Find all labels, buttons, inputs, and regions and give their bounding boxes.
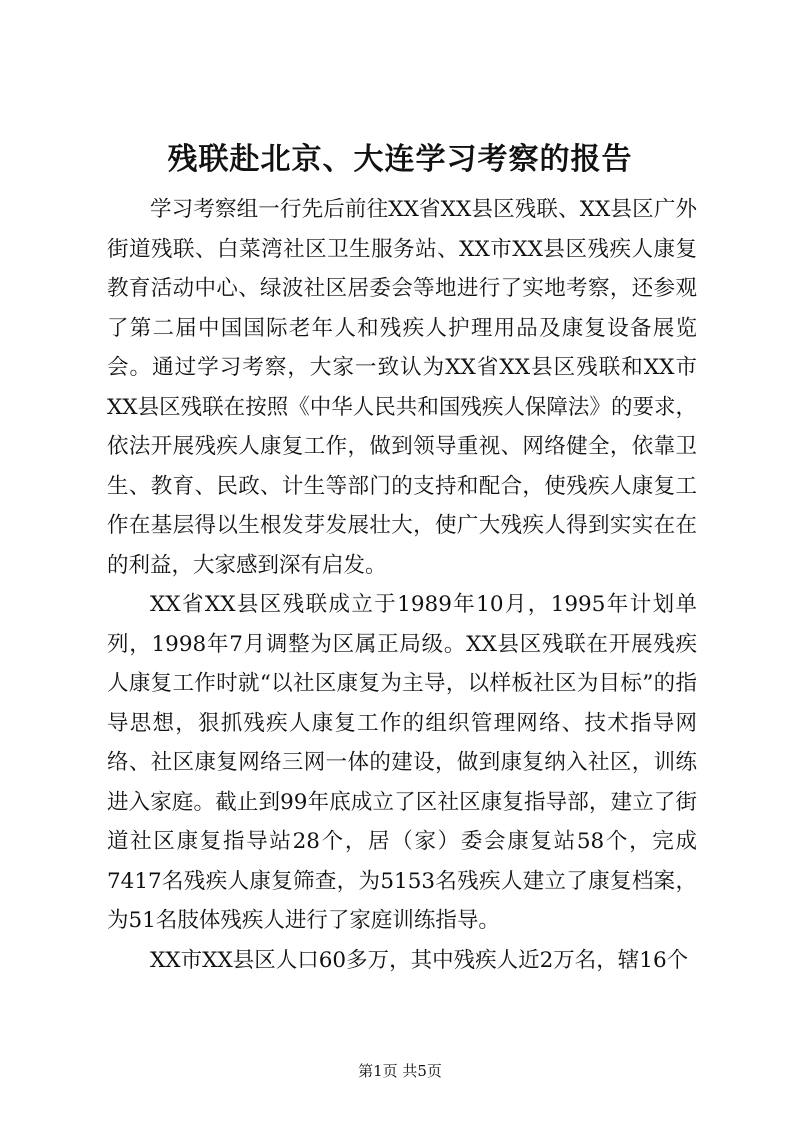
paragraph-3: XX市XX县区人口60多万，其中残疾人近2万名，辖16个 [150, 947, 689, 973]
document-title: 残联赴北京、大连学习考察的报告 [167, 142, 633, 177]
document-body [107, 190, 697, 980]
paragraph-2: XX省XX县区残联成立于1989年10月，1995年计划单列，1998年7月调整为区属正局级。XX县区残联在开展残疾人康复工作时就“以社区康复为主导，以样板社区为目标”的指导思想，狠抓残疾人康复工作的组织管理网络、技术指导网络、社区康复网络三网一体的建设，做到康复纳入社区，训练进入家庭。截止到99年底成立了区社区康复指导部，建立了街道社区康复指导站28个，居（家）委会康复站58个，完成7417名残疾人康复筛查，为5153名残疾人建立了康复档案，为51名肢体残疾人进行了家庭训练指导。 [107, 592, 697, 933]
page-footer: 第1页 共5页 [358, 1062, 442, 1080]
paragraph-1: 学习考察组一行先后前往XX省XX县区残联、XX县区广外街道残联、白菜湾社区卫生服务站、XX市XX县区残疾人康复教育活动中心、绿波社区居委会等地进行了实地考察，还参观了第二届中国国际老年人和残疾人护理用品及康复设备展览会。通过学习考察，大家一致认为XX省XX县区残联和XX市XX县区残联在按照《中华人民共和国残疾人保障法》的要求，依法开展残疾人康复工作，做到领导重视、网络健全，依靠卫生、教育、民政、计生等部门的支持和配合，使残疾人康复工作在基层得以生根发芽发展壮大，使广大残疾人得到实实在在的利益，大家感到深有启发。 [107, 197, 697, 578]
